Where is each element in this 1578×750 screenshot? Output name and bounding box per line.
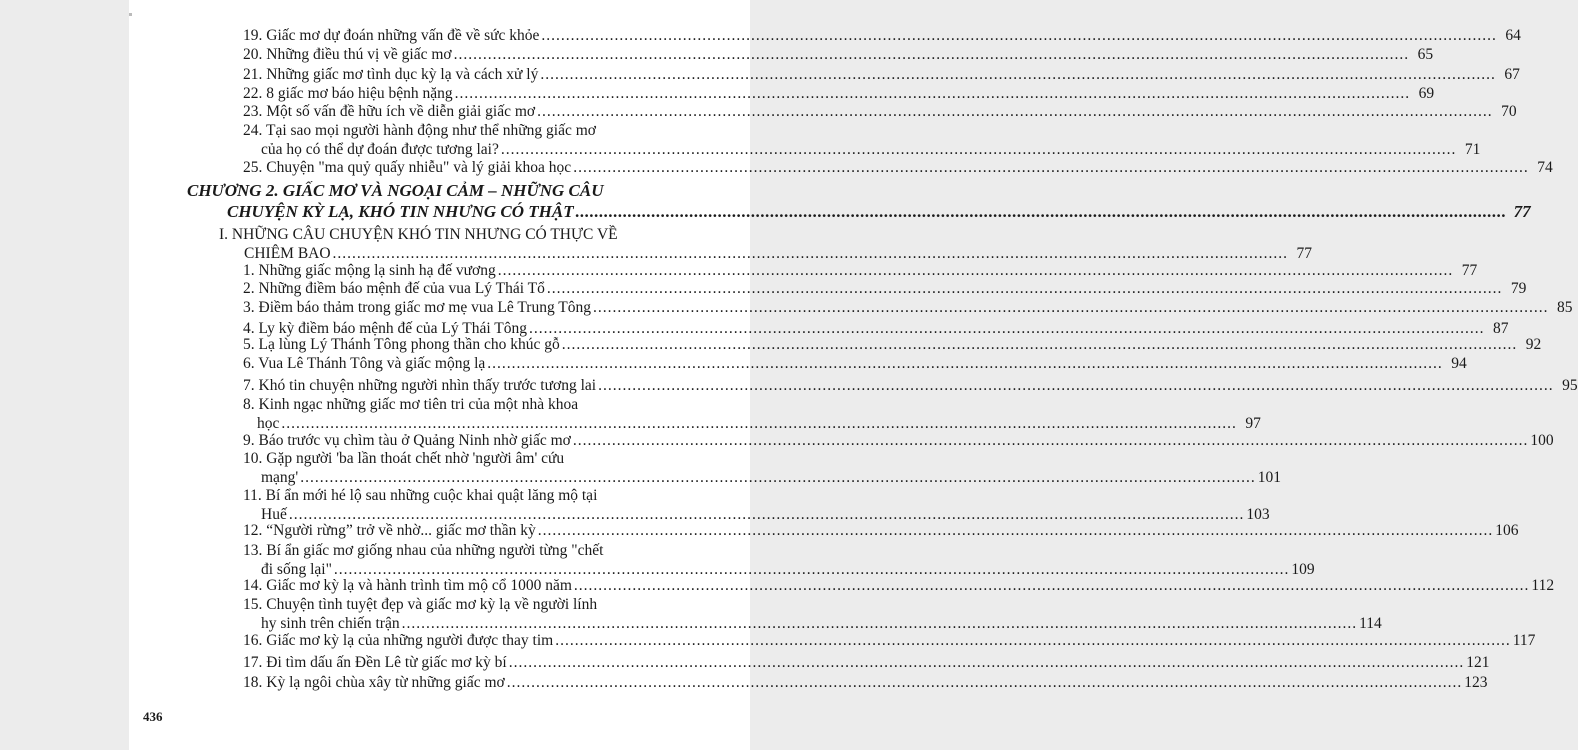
dot-leader xyxy=(573,431,1529,450)
page-ref: 69 xyxy=(1418,85,1435,102)
dot-leader xyxy=(573,158,1529,177)
page-ref: 92 xyxy=(1525,336,1542,353)
page-number: 436 xyxy=(143,709,163,724)
toc-entry-19: 19. Giấc mơ dự đoán những vấn đề về sức khỏe ..... 64 xyxy=(243,26,706,45)
toc-entry-9: 9. Báo trước vụ chìm tàu ở Quảng Ninh nhờ giấc mơ ..... 100 xyxy=(243,431,722,450)
toc-entry-7: 7. Khó tin chuyện những người nhìn thấy trước tương lai ..... 95 xyxy=(243,376,712,395)
toc-entry-16: 16. Giấc mơ kỳ lạ của những người được thay tim ..... 117 xyxy=(243,631,722,650)
dot-leader xyxy=(537,102,1493,121)
page-ref: 114 xyxy=(1359,615,1382,632)
toc-entry-14: 14. Giấc mơ kỳ lạ và hành trình tìm mộ cổ 1000 năm ..... 112 xyxy=(243,576,722,595)
page-ref: 87 xyxy=(1492,320,1509,337)
page-ref: 109 xyxy=(1291,561,1315,578)
page-ref: 95 xyxy=(1562,377,1578,394)
page-ref: 85 xyxy=(1557,299,1573,316)
toc-entry-5: 5. Lạ lùng Lý Thánh Tông phong thần cho khúc gỗ ..... 92 xyxy=(243,335,712,354)
toc-entry-21: 21. Những giấc mơ tình dục kỳ lạ và cách xử lý ..... 67 xyxy=(243,65,706,84)
page-ref: 77 xyxy=(1296,245,1313,262)
book-page xyxy=(129,0,1578,750)
page-ref: 94 xyxy=(1451,355,1467,372)
toc-entry-6: 6. Vua Lê Thánh Tông và giấc mộng lạ ..... 94 xyxy=(243,354,712,373)
page-ref: 77 xyxy=(1513,202,1531,221)
page-speck xyxy=(129,13,132,16)
toc-entry-25: 25. Chuyện "ma quỷ quấy nhiễu" và lý giải khoa học ..... 74 xyxy=(243,158,706,177)
dot-leader xyxy=(507,673,1463,692)
page-ref: 117 xyxy=(1512,632,1536,649)
toc-entry-22: 22. 8 giấc mơ báo hiệu bệnh nặng ..... 69 xyxy=(243,84,706,103)
toc-entry-23: 23. Một số vấn đề hữu ích về diễn giải giấc mơ ..... 70 xyxy=(243,102,706,121)
page-ref: 70 xyxy=(1501,103,1517,120)
page-ref: 74 xyxy=(1537,159,1553,176)
page-ref: 65 xyxy=(1417,46,1434,63)
dot-leader xyxy=(547,279,1503,298)
page-ref: 97 xyxy=(1245,415,1261,432)
section-heading: I. NHỮNG CÂU CHUYỆN KHÓ TIN NHƯNG CÓ THỰC VỀ CHIÊM BAO ..... 77 xyxy=(213,225,712,263)
chapter-heading: CHƯƠNG 2. GIẤC MƠ VÀ NGOẠI CẢM – NHỮNG CÂU CHUYỆN KỲ LẠ, KHÓ TIN NHƯNG CÓ THẬT ..... 77 xyxy=(187,180,712,222)
toc-entry-4: 4. Ly kỳ điềm báo mệnh đế của Lý Thái Tông ..... 87 xyxy=(243,319,712,338)
dot-leader xyxy=(498,261,1454,280)
page-ref: 64 xyxy=(1505,27,1521,44)
dot-leader xyxy=(540,65,1496,84)
dot-leader xyxy=(455,84,1411,103)
toc-entry-15: 15. Chuyện tình tuyệt đẹp và giấc mơ kỳ lạ về người lính hy sinh trên chiến trận ..... 114 xyxy=(243,595,722,633)
dot-leader xyxy=(538,521,1494,540)
toc-entry-17: 17. Đi tìm dấu ấn Đền Lê từ giấc mơ kỳ bí ..... 121 xyxy=(243,653,722,672)
toc-entry-20: 20. Những điều thú vị về giấc mơ ..... 65 xyxy=(243,45,706,64)
page-ref: 100 xyxy=(1530,432,1554,449)
dot-leader xyxy=(487,354,1443,373)
toc-entry-11: 11. Bí ẩn mới hé lộ sau những cuộc khai quật lăng mộ tại Huế ..... 103 xyxy=(243,486,722,524)
toc-entry-12: 12. “Người rừng” trở về nhờ... giấc mơ thần kỳ ..... 106 xyxy=(243,521,722,540)
dot-leader xyxy=(300,468,1256,487)
page-ref: 71 xyxy=(1464,141,1481,158)
toc-entry-8: 8. Kinh ngạc những giấc mơ tiên tri của một nhà khoa học ..... 97 xyxy=(243,395,712,433)
toc-entry-24: 24. Tại sao mọi người hành động như thể những giấc mơ của họ có thể dự đoán được tương lai? ..... 71 xyxy=(243,121,706,159)
page-ref: 123 xyxy=(1464,674,1488,691)
dot-leader xyxy=(574,576,1530,595)
dot-leader xyxy=(598,376,1554,395)
toc-entry-18: 18. Kỳ lạ ngôi chùa xây từ những giấc mơ ..... 123 xyxy=(243,673,722,692)
page-ref: 77 xyxy=(1461,262,1478,279)
page-ref: 121 xyxy=(1466,654,1490,671)
dot-leader xyxy=(593,298,1549,317)
dot-leader xyxy=(501,140,1457,159)
toc-entry-1: 1. Những giấc mộng lạ sinh hạ đế vương ..... 77 xyxy=(243,261,712,280)
dot-leader xyxy=(576,201,1507,222)
dot-leader xyxy=(555,631,1511,650)
toc-entry-2: 2. Những điềm báo mệnh đế của vua Lý Thái Tổ ..... 79 xyxy=(243,279,712,298)
dot-leader xyxy=(541,26,1497,45)
toc-entry-13: 13. Bí ẩn giấc mơ giống nhau của những người từng "chết đi sống lại" ..... 109 xyxy=(243,541,722,579)
dot-leader xyxy=(562,335,1518,354)
page-ref: 79 xyxy=(1510,280,1527,297)
dot-leader xyxy=(509,653,1465,672)
page-ref: 106 xyxy=(1495,522,1519,539)
toc-entry-3: 3. Điềm báo thảm trong giấc mơ mẹ vua Lê Trung Tông ..... 85 xyxy=(243,298,712,317)
page-ref: 101 xyxy=(1257,469,1281,486)
page-ref: 103 xyxy=(1246,506,1270,523)
page-ref: 67 xyxy=(1504,66,1520,83)
dot-leader xyxy=(454,45,1410,64)
toc-entry-10: 10. Gặp người 'ba lần thoát chết nhờ 'người âm' cứu mạng' ..... 101 xyxy=(243,449,722,487)
page-ref: 112 xyxy=(1531,577,1555,594)
